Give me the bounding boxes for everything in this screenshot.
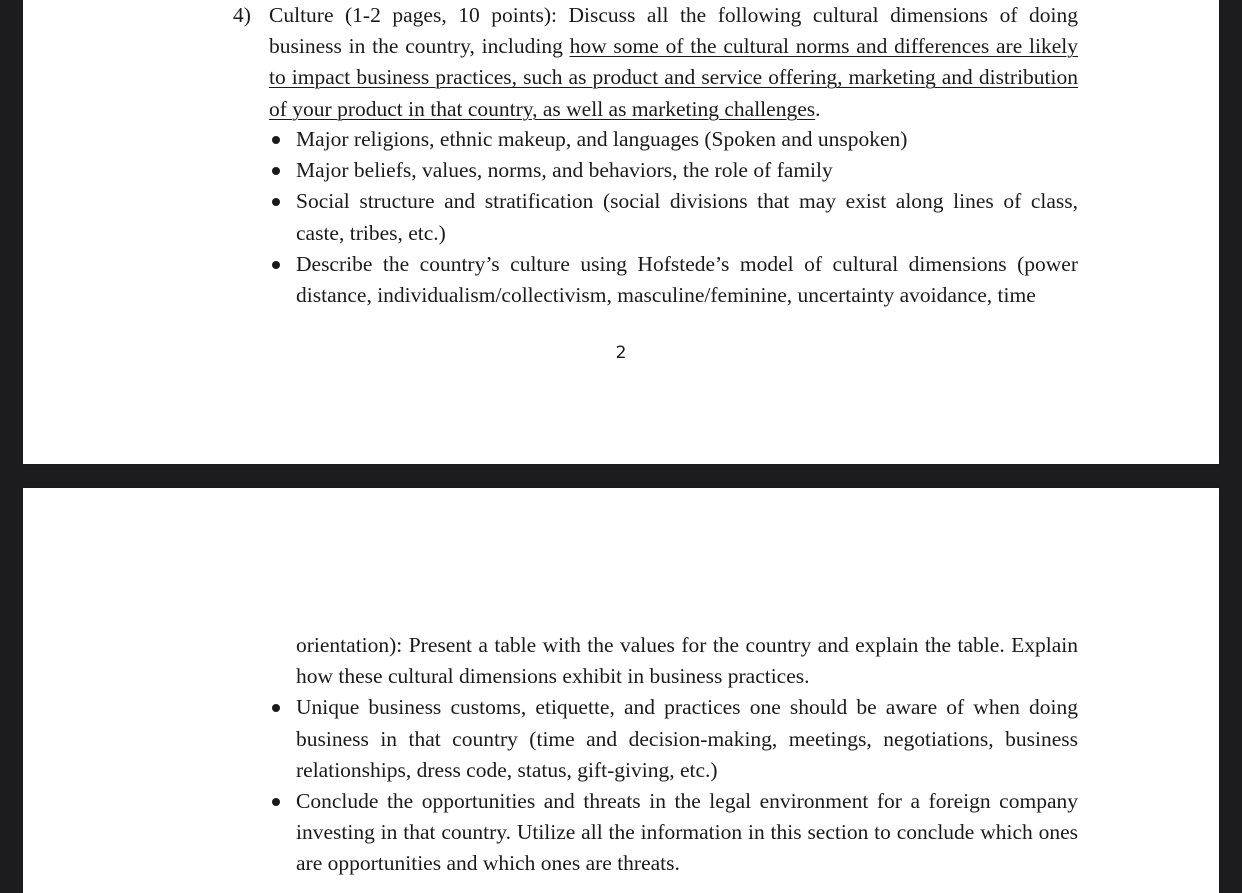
bullet-icon	[272, 261, 280, 269]
bullet-icon	[272, 704, 280, 712]
list-item-text: Major beliefs, values, norms, and behaviors, the role of family	[296, 158, 833, 183]
list-item-text: Conclude the opportunities and threats in the legal environment for a foreign company investing in that country. Utilize all the information in this section to conclude which ones are opportunities and which ones are threats.	[296, 789, 1078, 876]
list-item	[269, 249, 1078, 311]
list-item	[269, 786, 1078, 880]
intro-end: .	[815, 96, 821, 121]
list-item-text: Major religions, ethnic makeup, and languages (Spoken and unspoken)	[296, 127, 908, 151]
item-number: 4)	[233, 3, 251, 27]
bullet-icon	[272, 136, 280, 144]
bullet-icon	[272, 167, 280, 175]
bullet-icon	[272, 798, 280, 806]
list-item	[269, 124, 1078, 155]
intro-text: Culture (1-2 pages, 10 points): Discuss all the following cultural dimensions of doing business in the country, including	[269, 3, 1078, 59]
document-page-2	[23, 0, 1219, 464]
list-item	[269, 692, 1078, 786]
culture-bullet-list	[269, 124, 1078, 311]
list-item-text: Unique business customs, etiquette, and practices one should be aware of when doing business in that country (time and decision-making, meetings, negotiations, business relationships, dress code, status, gift-giving, etc.)	[296, 695, 1078, 782]
bullet-list	[269, 692, 1078, 879]
bullet-icon	[272, 198, 280, 206]
list-item-text: Describe the country’s culture using Hofstede’s model of cultural dimensions (power distance, individualism/collectivism, masculine/feminine, uncertainty avoidance, time	[296, 251, 1078, 308]
list-item-text: Social structure and stratification (social divisions that may exist along lines of class, caste, tribes, etc.)	[296, 189, 1078, 245]
intro-underlined-text: how some of the cultural norms and differences are likely to impact business practices, such as product and service offering, marketing and distribution of your product in that country, as well as marketing challenges	[269, 34, 1078, 121]
list-item-continuation: orientation): Present a table with the values for the country and explain the table. Explain how these cultural dimensions exhibit in business practices.	[296, 633, 1078, 689]
numbered-item-culture	[233, 0, 1078, 125]
list-item	[269, 186, 1078, 248]
document-page-3	[23, 488, 1219, 893]
item-intro	[269, 0, 1078, 125]
list-item	[269, 155, 1078, 186]
page-number: 2	[615, 343, 627, 363]
culture-bullet-list-continued	[269, 630, 1078, 880]
